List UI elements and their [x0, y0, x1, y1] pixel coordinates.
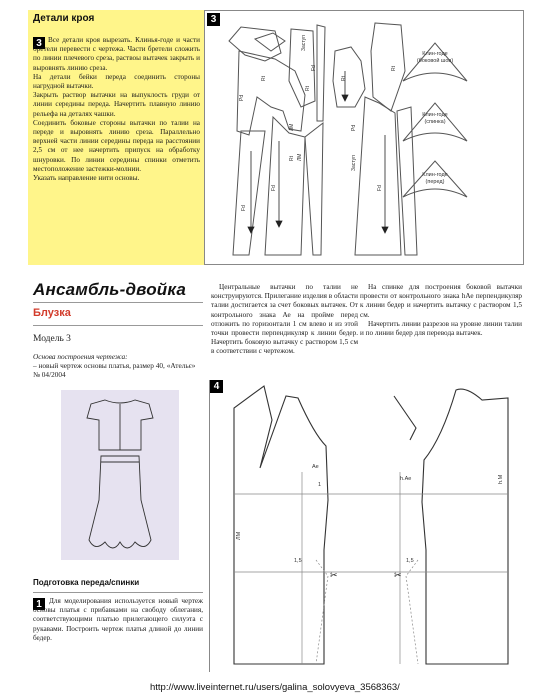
piece-marking: Fd	[241, 205, 247, 211]
prep-divider	[33, 592, 203, 593]
pattern-label: h.Ae	[400, 476, 412, 482]
piece-marking: ЛМ	[289, 123, 295, 131]
panel-paragraph: Все детали кроя вырезать. Клинья-годе и части бретели перевести с чертежа. Части бретели сложить по линии плечевого среза, раствоы вытачек закрыть и выровнять линию среза.	[33, 36, 200, 72]
pattern-figure-3	[204, 10, 524, 265]
panel-paragraph: Указать направление нити основы.	[33, 174, 140, 183]
blouse-skirt-illustration	[61, 390, 179, 560]
preparation-title: Подготовка переда/спинки	[33, 578, 140, 587]
basis-label: Основа построения чертежа:	[33, 352, 128, 361]
preparation-text: Для моделирования используется новый чертеж основы платья с прибавками на свободу облегания, соответствующими платью прилегающего силуэта с рукавами. Построить чертеж платья длиной до линии бедер.	[33, 597, 203, 642]
model-number: Модель 3	[33, 334, 71, 344]
text-column-1: Центральные вытачки по талии не конструируются. Прилегание изделия в области талии достигается за счет боковых вытачек. От контрольного знака Ае на проймe перед отложить по горизонтали 1 см влево и из этой точки провести перпендикуляр к линии бедер. Начертить боковую вытачку с раствором 1,5 см в соответствии с чертежом.	[211, 283, 358, 356]
piece-marking: Rt	[391, 66, 397, 71]
pattern-pieces-drawing	[205, 11, 523, 264]
garment-sketch	[61, 390, 179, 560]
piece-marking: Rt	[341, 76, 347, 81]
piece-marking: Fd	[271, 185, 277, 191]
godet-back-label: Клин-годе	[422, 112, 448, 118]
piece-marking: Заступ	[351, 155, 357, 171]
footer-url: http://www.liveinternet.ru/users/galina_solovyeva_3568363/	[150, 682, 400, 693]
pattern-label: ЛМ	[236, 531, 242, 540]
panel-paragraph: Закрыть раствор вытачки на выпуклость груди от линии середины переда. Начертить плавную линию рельефа на деталях чашки.	[33, 91, 200, 118]
piece-marking: Rt	[289, 156, 295, 161]
basis-text: – новый чертеж основы платья, размер 40, «Ательє» № 04/2004	[33, 361, 196, 379]
panel-title: Детали кроя	[33, 13, 95, 24]
pattern-figure-4	[209, 380, 526, 672]
godet-side-label: (боковой шов)	[416, 58, 454, 64]
godet-front-label: Клин-годе	[422, 172, 448, 178]
step-badge: 1	[33, 598, 45, 610]
text-column-2-paragraph: На спинке для построения боковой вытачки провести от контрольного знака hАе перпендикуляр к линии бедер и начертить вытачку с раствором 1,5 см.	[360, 283, 522, 319]
pattern-label: 1,5	[406, 558, 414, 564]
piece-marking: Заступ	[301, 35, 307, 51]
godet-side-label: Клин-годе	[422, 51, 448, 57]
article-subheading: Блузка	[33, 307, 71, 319]
figure-number: 3	[207, 13, 220, 26]
pattern-label: Ae	[312, 464, 319, 470]
scissors-icon: ✂	[330, 571, 338, 581]
pattern-label: h.M	[498, 474, 504, 484]
heading-divider	[33, 302, 203, 303]
piece-marking: Rt	[261, 76, 267, 81]
subheading-divider	[33, 325, 203, 326]
text-column-2-paragraph: Начертить линии разрезов на уровне линии талии и по линии бедер для перевода вытачек.	[360, 319, 522, 338]
godet-front-label: (перед)	[425, 179, 445, 185]
figure-number: 4	[210, 380, 223, 393]
text-column-2	[360, 283, 522, 338]
scissors-icon: ✂	[394, 571, 402, 581]
construction-basis	[33, 352, 203, 379]
piece-marking: Rt	[305, 86, 311, 91]
step-badge: 3	[33, 37, 45, 49]
bodice-draft-drawing	[210, 380, 526, 672]
piece-marking: Рd	[239, 94, 245, 101]
panel-text	[33, 36, 200, 183]
piece-marking: ЛМ	[297, 153, 303, 161]
pattern-label: 1,5	[294, 558, 302, 564]
article-heading: Ансамбль-двойка	[33, 280, 187, 299]
panel-paragraph: Соединить боковые стороны вытачки по талии на переде и выровнять линию среза. Параллельно верхней части линии середины переда на расстоянии 2,5 см от нее начертить припуск на обработку шнуровки. По линии середины спинки отметить местоположение застежки-молнии.	[33, 118, 200, 173]
piece-marking: Рd	[351, 124, 357, 131]
pattern-label: 1	[318, 482, 322, 488]
piece-marking: Fd	[311, 65, 317, 71]
godet-back-label: (спинка)	[424, 119, 446, 125]
panel-paragraph: На детали бейки переда соединить стороны нагрудной вытачки.	[33, 72, 200, 91]
piece-marking: Fd	[377, 185, 383, 191]
